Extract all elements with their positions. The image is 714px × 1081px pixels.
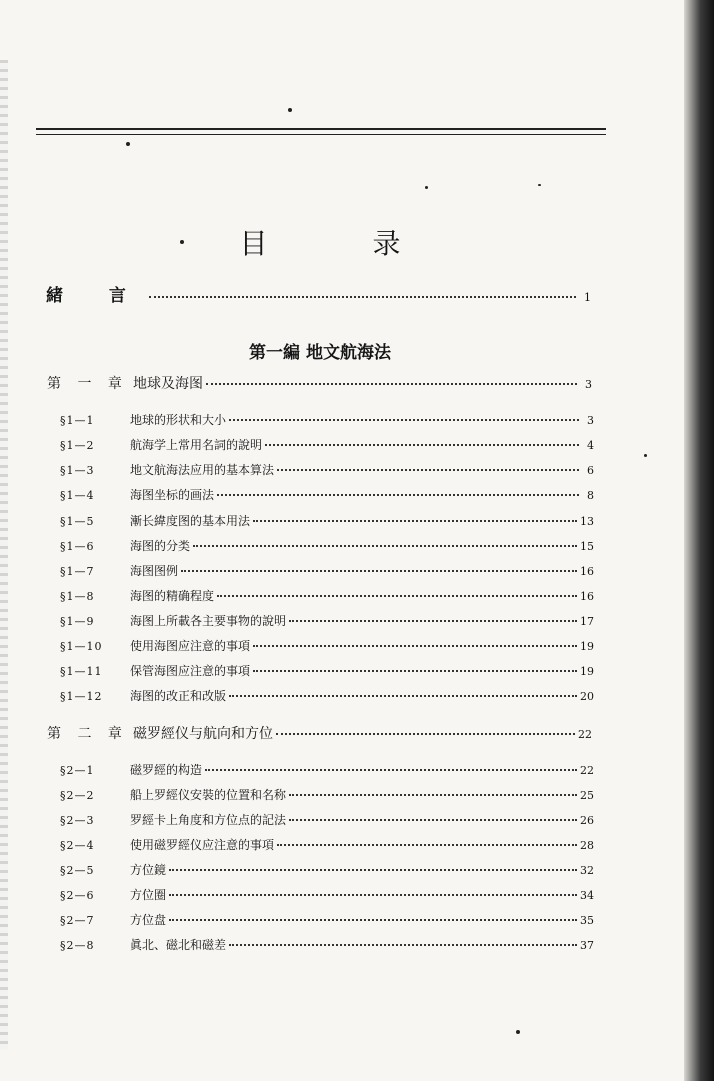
section-title: 海图的改正和改版 <box>130 689 227 703</box>
section-number: §1—2 <box>60 439 95 452</box>
dot-leader <box>217 595 577 597</box>
toc-section[interactable] <box>60 565 594 577</box>
section-title: 海图上所載各主要事物的說明 <box>130 614 287 628</box>
section-title: 船上罗經仪安裝的位置和名称 <box>130 788 287 802</box>
section-number: §1—4 <box>60 489 95 502</box>
toc-section[interactable] <box>60 789 594 801</box>
toc-page-number: 1 <box>584 291 591 304</box>
section-title: 磁罗經的构造 <box>130 763 203 777</box>
toc-page-number: 22 <box>578 728 592 741</box>
chapter-title: 磁罗經仪与航向和方位 <box>133 726 273 742</box>
section-title: 海图坐标的画法 <box>130 488 215 502</box>
toc-section[interactable] <box>60 439 594 451</box>
toc-page-number: 3 <box>585 378 592 391</box>
ink-speck <box>644 454 647 457</box>
dot-leader <box>289 620 577 622</box>
section-number: §1—8 <box>60 590 95 603</box>
dot-leader <box>169 894 577 896</box>
toc-section[interactable] <box>60 864 594 876</box>
dot-leader <box>206 383 577 385</box>
dot-leader <box>217 494 579 496</box>
section-number: §2—6 <box>60 889 95 902</box>
toc-section[interactable] <box>60 615 594 627</box>
dot-leader <box>229 419 579 421</box>
section-title: 海图的分类 <box>130 539 191 553</box>
toc-page-number: 28 <box>580 839 594 852</box>
dot-leader <box>169 869 577 871</box>
ink-speck <box>425 186 428 189</box>
dot-leader <box>229 944 577 946</box>
section-title: 方位盘 <box>130 913 167 927</box>
toc-page-number: 13 <box>580 515 594 528</box>
header-rule-thin <box>36 134 606 135</box>
toc-section[interactable] <box>60 590 594 602</box>
toc-page-number: 20 <box>580 690 594 703</box>
page-title: 目 录 <box>239 227 449 260</box>
toc-page-number: 3 <box>587 414 594 427</box>
section-title: 方位圈 <box>130 888 167 902</box>
toc-section[interactable] <box>60 665 594 677</box>
section-number: §2—4 <box>60 839 95 852</box>
dot-leader <box>229 695 577 697</box>
toc-page-number: 25 <box>580 789 594 802</box>
toc-section[interactable] <box>60 889 594 901</box>
toc-chapter-1[interactable] <box>47 377 592 391</box>
section-title: 航海学上常用名詞的說明 <box>130 438 263 452</box>
section-number: §2—1 <box>60 764 95 777</box>
toc-section[interactable] <box>60 464 594 476</box>
toc-section[interactable] <box>60 414 594 426</box>
toc-page-number: 34 <box>580 889 594 902</box>
chapter-number: 第 一 章 <box>47 376 128 392</box>
section-title: 海图的精确程度 <box>130 589 215 603</box>
section-title: 地球的形状和大小 <box>130 413 227 427</box>
section-number: §2—8 <box>60 939 95 952</box>
section-title: 地文航海法应用的基本算法 <box>130 463 275 477</box>
section-number: §1—5 <box>60 515 95 528</box>
ink-speck <box>126 142 130 146</box>
toc-section[interactable] <box>60 939 594 951</box>
chapter-number: 第 二 章 <box>47 726 128 742</box>
toc-section[interactable] <box>60 640 594 652</box>
page-left-edge <box>0 60 8 1050</box>
ink-speck <box>516 1030 520 1034</box>
dot-leader <box>253 645 577 647</box>
toc-section[interactable] <box>60 540 594 552</box>
toc-page-number: 37 <box>580 939 594 952</box>
section-title: 海图图例 <box>130 564 179 578</box>
page-right-edge-shadow <box>684 0 714 1081</box>
section-number: §1—1 <box>60 414 95 427</box>
section-number: §2—2 <box>60 789 95 802</box>
chapter-title: 地球及海图 <box>133 376 203 392</box>
toc-page-number: 19 <box>580 665 594 678</box>
toc-page-number: 22 <box>580 764 594 777</box>
section-number: §1—10 <box>60 640 103 653</box>
toc-page-number: 16 <box>580 590 594 603</box>
toc-section[interactable] <box>60 839 594 851</box>
section-title: 保管海图应注意的事項 <box>130 664 251 678</box>
toc-page-number: 35 <box>580 914 594 927</box>
section-title: 眞北、磁北和磁差 <box>130 938 227 952</box>
dot-leader <box>289 794 577 796</box>
header-rule <box>36 128 606 130</box>
toc-page-number: 4 <box>587 439 594 452</box>
toc-page-number: 17 <box>580 615 594 628</box>
section-number: §2—3 <box>60 814 95 827</box>
section-number: §1—12 <box>60 690 103 703</box>
toc-page-number: 6 <box>587 464 594 477</box>
section-number: §2—5 <box>60 864 95 877</box>
section-number: §2—7 <box>60 914 95 927</box>
toc-page-number: 32 <box>580 864 594 877</box>
dot-leader <box>169 919 577 921</box>
toc-section[interactable] <box>60 489 594 501</box>
dot-leader <box>276 733 575 735</box>
toc-entry-label: 緒 言 <box>46 286 146 306</box>
toc-chapter-2[interactable] <box>47 727 592 741</box>
section-title: 使用海图应注意的事項 <box>130 639 251 653</box>
dot-leader <box>149 296 576 298</box>
dot-leader <box>289 819 577 821</box>
ink-speck <box>538 184 541 186</box>
dot-leader <box>205 769 577 771</box>
dot-leader <box>193 545 577 547</box>
section-title: 使用磁罗經仪应注意的事項 <box>130 838 275 852</box>
toc-page-number: 8 <box>587 489 594 502</box>
toc-entry-intro[interactable] <box>46 288 591 305</box>
section-title: 漸长緯度图的基本用法 <box>130 514 251 528</box>
toc-section[interactable] <box>60 764 594 776</box>
dot-leader <box>181 570 577 572</box>
toc-section[interactable] <box>60 914 594 926</box>
toc-page-number: 15 <box>580 540 594 553</box>
dot-leader <box>277 844 577 846</box>
toc-section[interactable] <box>60 814 594 826</box>
toc-page-number: 19 <box>580 640 594 653</box>
toc-page-number: 16 <box>580 565 594 578</box>
toc-page-number: 26 <box>580 814 594 827</box>
toc-section[interactable] <box>60 690 594 702</box>
section-title: 罗經卡上角度和方位点的記法 <box>130 813 287 827</box>
dot-leader <box>253 670 577 672</box>
dot-leader <box>277 469 579 471</box>
section-number: §1—11 <box>60 665 103 678</box>
section-number: §1—9 <box>60 615 95 628</box>
section-number: §1—7 <box>60 565 95 578</box>
dot-leader <box>265 444 579 446</box>
ink-speck <box>288 108 292 112</box>
section-number: §1—6 <box>60 540 95 553</box>
section-title: 方位鏡 <box>130 863 167 877</box>
part-heading: 第一編 地文航海法 <box>249 343 391 363</box>
toc-section[interactable] <box>60 515 594 527</box>
section-number: §1—3 <box>60 464 95 477</box>
dot-leader <box>253 520 577 522</box>
